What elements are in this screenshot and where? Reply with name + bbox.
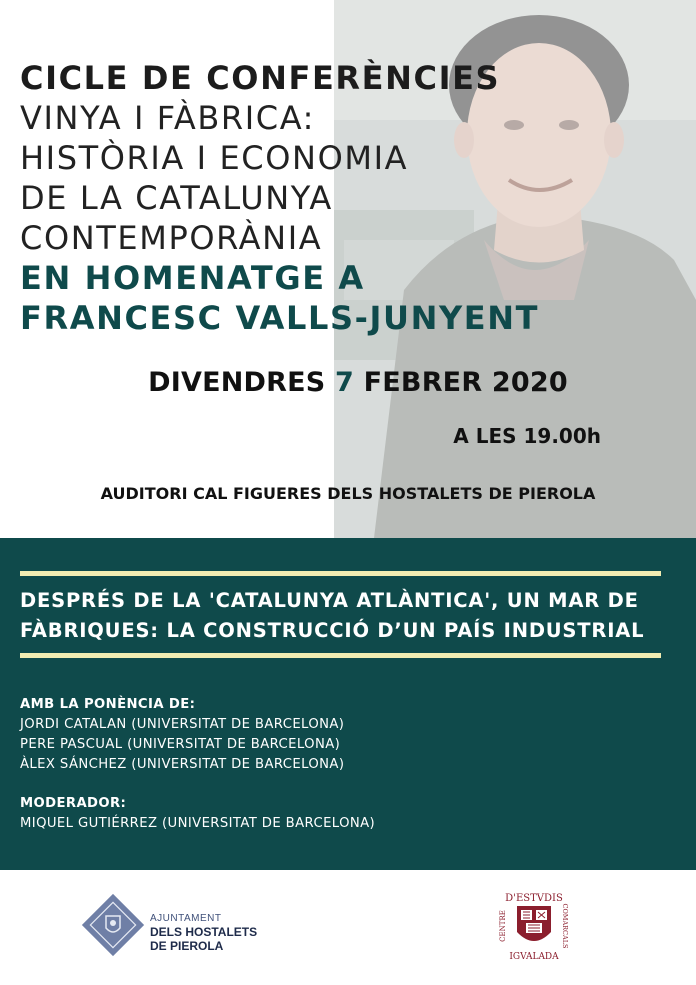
talk-title: [20, 586, 690, 646]
date-month-year: FEBRER 2020: [363, 367, 568, 398]
talk-title-line-1: DESPRÉS DE LA 'CATALUNYA ATLÀNTICA', UN MAR DE: [20, 589, 639, 612]
subtitle-line-4: CONTEMPORÀNIA: [20, 219, 323, 257]
title-block: [20, 58, 680, 338]
svg-text:COMARCALS: COMARCALS: [561, 903, 569, 949]
talk-section: [0, 538, 696, 870]
divider-bottom: [20, 653, 661, 658]
event-venue: AUDITORI CAL FIGUERES DELS HOSTALETS DE PIEROLA: [100, 484, 596, 503]
subtitle-line-1: VINYA I FÀBRICA:: [20, 99, 316, 137]
subtitle-line-2: HISTÒRIA I ECONOMIA: [20, 139, 409, 177]
ajuntament-name-line-2: DE PIEROLA: [150, 939, 224, 953]
talk-title-line-2: FÀBRIQUES: LA CONSTRUCCIÓ D’UN PAÍS INDUSTRIAL: [20, 619, 645, 642]
date-weekday: DIVENDRES: [148, 367, 326, 398]
speaker-item: PERE PASCUAL (UNIVERSITAT DE BARCELONA): [20, 737, 341, 752]
tribute-line-2: FRANCESC VALLS-JUNYENT: [20, 299, 540, 337]
divider-top: [20, 571, 661, 576]
date-day: 7: [335, 367, 355, 398]
tribute-line-1: EN HOMENATGE A: [20, 259, 365, 297]
speakers-heading: AMB LA PONÈNCIA DE:: [20, 697, 196, 712]
moderator-block: [20, 794, 375, 834]
speakers-block: [20, 695, 344, 775]
svg-text:CENTRE: CENTRE: [499, 910, 507, 942]
moderator-heading: MODERADOR:: [20, 796, 127, 811]
svg-text:D'ESTVDIS: D'ESTVDIS: [505, 893, 563, 904]
sponsor-footer: [0, 870, 696, 985]
centre-estudis-logo-icon: [497, 890, 571, 962]
ajuntament-name-line-1: DELS HOSTALETS: [150, 925, 258, 939]
event-time: A LES 19.00h: [453, 424, 601, 448]
subtitle-line-3: DE LA CATALUNYA: [20, 179, 333, 217]
speaker-item: JORDI CATALAN (UNIVERSITAT DE BARCELONA): [20, 717, 345, 732]
event-date: [0, 367, 696, 398]
ajuntament-logo-text: [150, 913, 257, 953]
ajuntament-emblem-icon: [78, 890, 148, 960]
svg-text:IGVALADA: IGVALADA: [509, 952, 559, 962]
moderator-name: MIQUEL GUTIÉRREZ (UNIVERSITAT DE BARCELONA): [20, 816, 376, 831]
series-title: CICLE DE CONFERÈNCIES: [20, 59, 501, 97]
speaker-item: ÀLEX SÁNCHEZ (UNIVERSITAT DE BARCELONA): [20, 757, 345, 772]
ajuntament-label: AJUNTAMENT: [150, 913, 222, 924]
